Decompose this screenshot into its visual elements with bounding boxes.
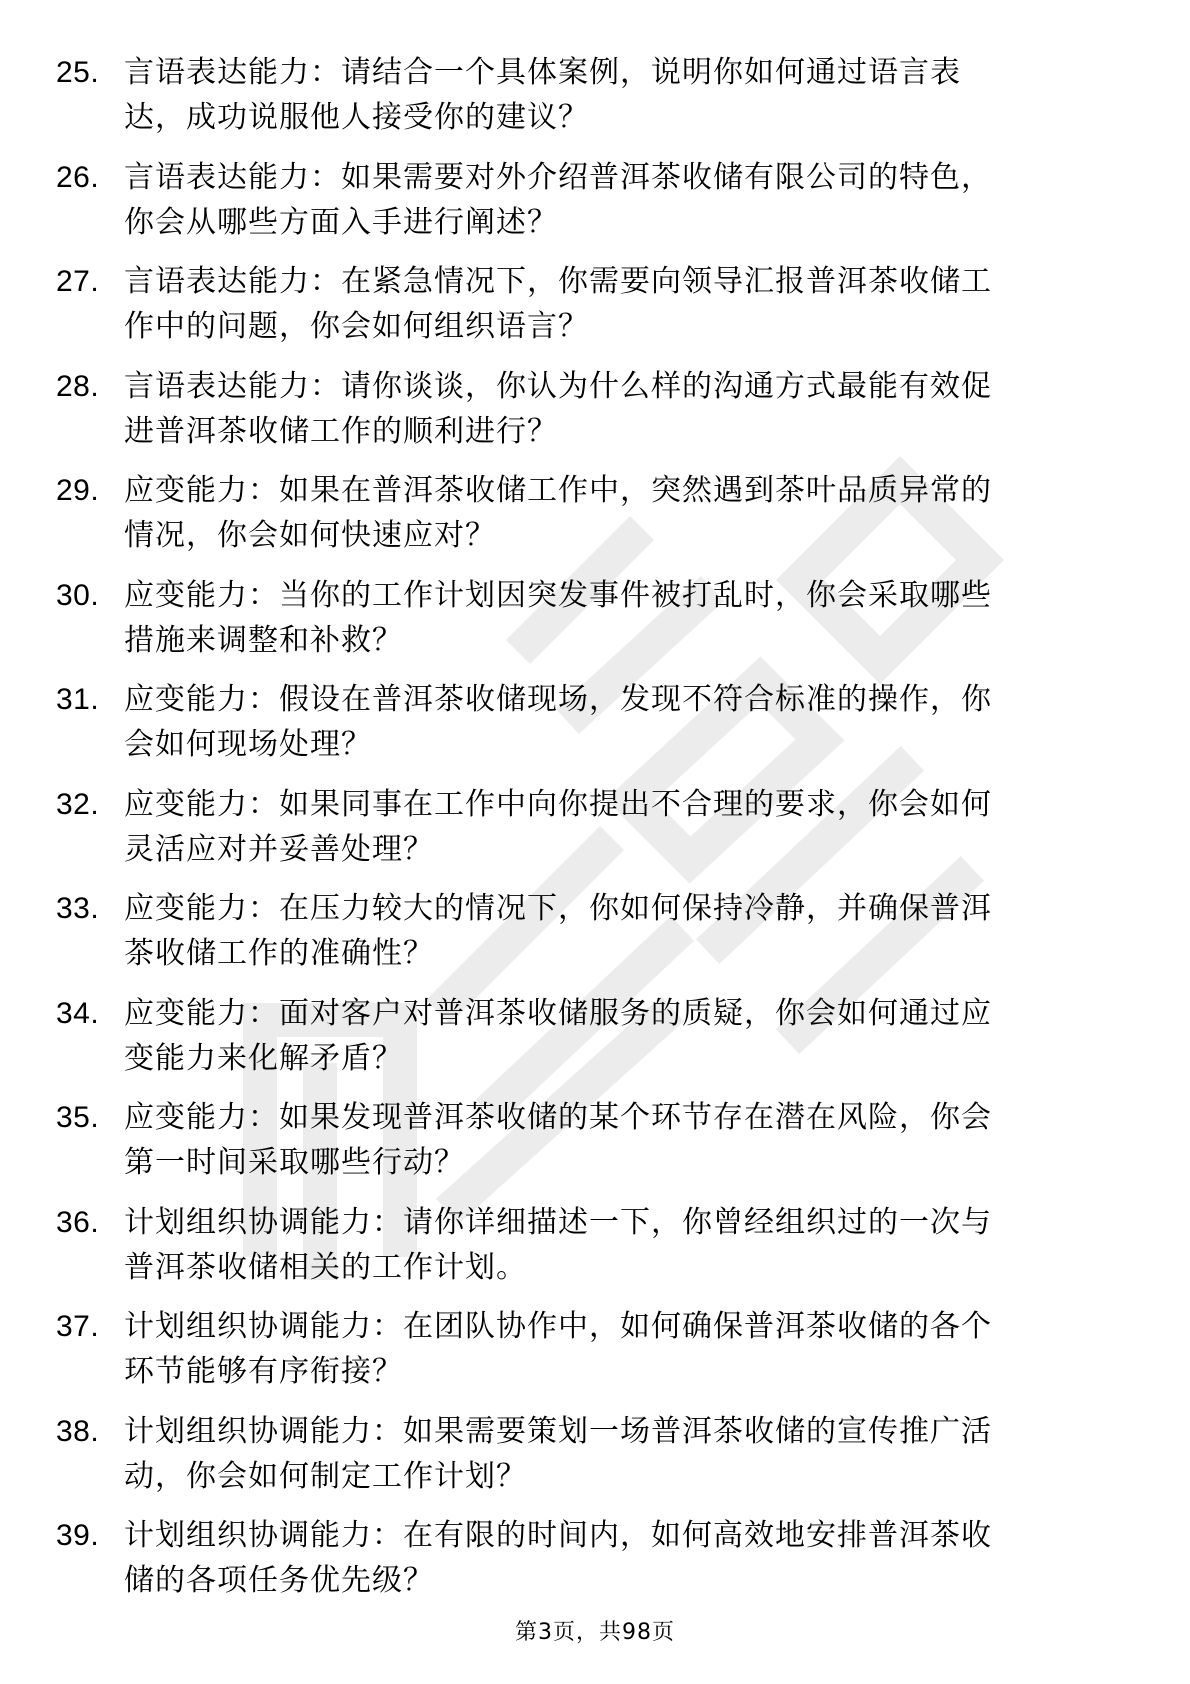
question-line: 言语表达能力：如果需要对外介绍普洱茶收储有限公司的特色， [124, 159, 992, 195]
question-line: 会如何现场处理？ [124, 727, 372, 762]
question-item-33 [56, 886, 1116, 991]
question-line: 动，你会如何制定工作计划？ [124, 1458, 527, 1494]
question-line: 灵活应对并妥善处理？ [124, 831, 434, 867]
question-line: 应变能力：如果同事在工作中向你提出不合理的要求，你会如何 [124, 786, 992, 822]
question-item-26 [56, 155, 1116, 260]
question-text [124, 50, 1124, 140]
question-line: 应变能力：在压力较大的情况下，你如何保持冷静，并确保普洱 [124, 891, 992, 926]
question-list [56, 50, 1116, 1618]
question-line: 言语表达能力：在紧急情况下，你需要向领导汇报普洱茶收储工 [124, 264, 992, 299]
question-item-36 [56, 1200, 1116, 1305]
question-number: 36. [56, 1205, 100, 1239]
question-text [124, 468, 1124, 558]
question-line: 言语表达能力：请结合一个具体案例，说明你如何通过语言表 [124, 55, 961, 90]
question-item-34 [56, 991, 1116, 1096]
question-number: 35. [56, 1101, 100, 1134]
question-text [124, 1095, 1124, 1185]
question-line: 情况，你会如何快速应对？ [124, 518, 496, 553]
question-number: 29. [56, 474, 100, 507]
question-number: 34. [56, 996, 100, 1030]
question-line: 应变能力：面对客户对普洱茶收储服务的质疑，你会如何通过应 [124, 995, 992, 1031]
question-item-27 [56, 259, 1116, 364]
question-line: 变能力来化解矛盾？ [124, 1040, 403, 1076]
question-number: 25. [56, 56, 100, 89]
question-number: 32. [56, 787, 100, 821]
question-number: 33. [56, 892, 100, 925]
question-item-31 [56, 677, 1116, 782]
question-line: 你会从哪些方面入手进行阐述？ [124, 204, 558, 240]
question-number: 27. [56, 265, 100, 298]
question-text [124, 1513, 1124, 1603]
question-item-25 [56, 50, 1116, 155]
question-text [124, 1409, 1124, 1499]
question-text [124, 364, 1124, 454]
question-item-28 [56, 364, 1116, 469]
question-line: 言语表达能力：请你谈谈，你认为什么样的沟通方式最能有效促 [124, 368, 992, 404]
question-line: 应变能力：假设在普洱茶收储现场，发现不符合标准的操作，你 [124, 682, 992, 717]
question-number: 26. [56, 160, 100, 194]
question-number: 28. [56, 369, 100, 403]
question-line: 作中的问题，你会如何组织语言？ [124, 309, 589, 344]
question-number: 30. [56, 578, 100, 612]
question-text [124, 1200, 1124, 1290]
question-item-29 [56, 468, 1116, 573]
question-item-32 [56, 782, 1116, 887]
question-text [124, 886, 1124, 976]
question-number: 31. [56, 683, 100, 716]
question-line: 应变能力：如果发现普洱茶收储的某个环节存在潜在风险，你会 [124, 1100, 992, 1135]
question-text [124, 782, 1124, 872]
question-line: 环节能够有序衔接？ [124, 1354, 403, 1389]
question-line: 措施来调整和补救？ [124, 622, 403, 658]
question-line: 计划组织协调能力：在有限的时间内，如何高效地安排普洱茶收 [124, 1518, 992, 1553]
question-line: 应变能力：如果在普洱茶收储工作中，突然遇到茶叶品质异常的 [124, 473, 992, 508]
question-text [124, 573, 1124, 663]
question-number: 39. [56, 1519, 100, 1552]
question-item-35 [56, 1095, 1116, 1200]
question-item-38 [56, 1409, 1116, 1514]
question-item-30 [56, 573, 1116, 678]
question-line: 储的各项任务优先级？ [124, 1563, 434, 1598]
question-line: 计划组织协调能力：如果需要策划一场普洱茶收储的宣传推广活 [124, 1413, 992, 1449]
question-text [124, 259, 1124, 349]
question-line: 计划组织协调能力：在团队协作中，如何确保普洱茶收储的各个 [124, 1309, 992, 1344]
question-item-39 [56, 1513, 1116, 1618]
question-item-37 [56, 1304, 1116, 1409]
question-line: 计划组织协调能力：请你详细描述一下，你曾经组织过的一次与 [124, 1204, 992, 1240]
question-text [124, 1304, 1124, 1394]
question-line: 应变能力：当你的工作计划因突发事件被打乱时，你会采取哪些 [124, 577, 992, 613]
question-number: 38. [56, 1414, 100, 1448]
question-number: 37. [56, 1310, 100, 1343]
page-number-footer: 第3页，共98页 [515, 1620, 675, 1645]
question-text [124, 677, 1124, 767]
question-text [124, 155, 1124, 245]
question-line: 普洱茶收储相关的工作计划。 [124, 1249, 527, 1285]
question-line: 第一时间采取哪些行动？ [124, 1145, 465, 1180]
question-line: 达，成功说服他人接受你的建议？ [124, 100, 589, 135]
question-text [124, 991, 1124, 1081]
question-line: 茶收储工作的准确性？ [124, 936, 434, 971]
question-line: 进普洱茶收储工作的顺利进行？ [124, 413, 558, 449]
